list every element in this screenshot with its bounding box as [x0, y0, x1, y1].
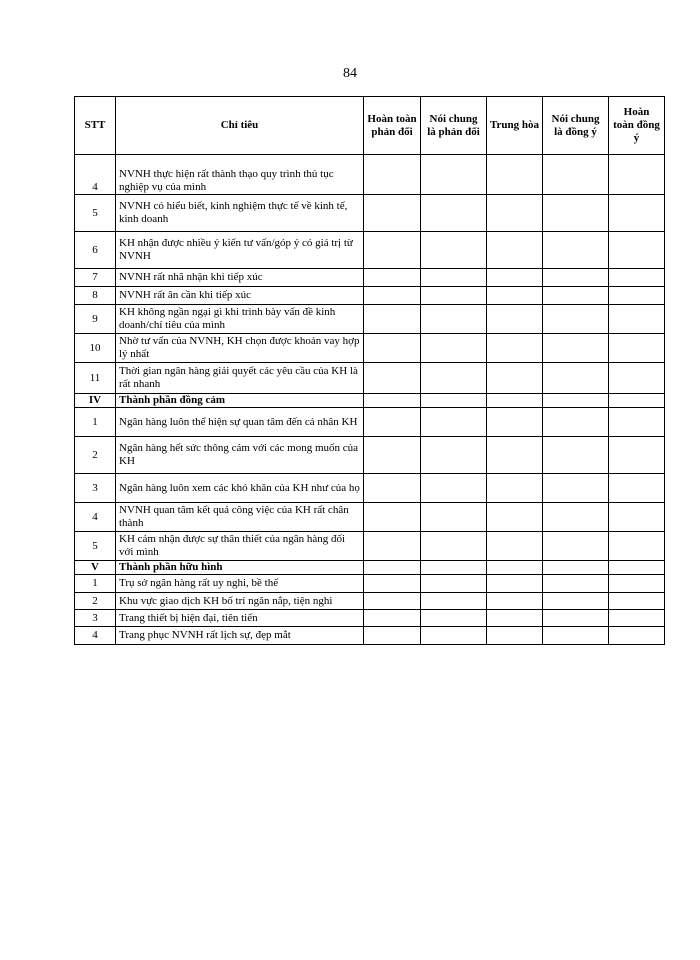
rating-cell[interactable] — [487, 232, 543, 269]
rating-cell[interactable] — [421, 474, 487, 503]
table-row — [75, 287, 665, 305]
rating-cell[interactable] — [487, 532, 543, 561]
row-stt: 2 — [75, 437, 116, 474]
header-content: Chỉ tiêu — [116, 97, 364, 155]
row-criterion: NVNH quan tâm kết quả công việc của KH rất chân thành — [116, 503, 364, 532]
row-criterion: Ngân hàng luôn thể hiện sự quan tâm đến cá nhân KH — [116, 408, 364, 437]
rating-cell[interactable] — [487, 195, 543, 232]
rating-cell[interactable] — [364, 334, 421, 363]
rating-cell[interactable] — [364, 627, 421, 645]
header-strongly-disagree: Hoàn toàn phản đối — [364, 97, 421, 155]
rating-cell[interactable] — [543, 503, 609, 532]
row-criterion: KH không ngần ngại gì khi trình bày vấn đề kinh doanh/chỉ tiêu của mình — [116, 305, 364, 334]
rating-cell[interactable] — [543, 408, 609, 437]
table-row — [75, 334, 665, 363]
rating-cell[interactable] — [421, 195, 487, 232]
rating-cell[interactable] — [609, 195, 665, 232]
rating-cell[interactable] — [364, 610, 421, 627]
table-row — [75, 593, 665, 610]
row-stt: 7 — [75, 269, 116, 287]
rating-cell[interactable] — [364, 155, 421, 195]
row-stt: 8 — [75, 287, 116, 305]
rating-cell[interactable] — [609, 334, 665, 363]
rating-cell[interactable] — [421, 155, 487, 195]
rating-cell[interactable] — [487, 627, 543, 645]
row-criterion: Ngân hàng hết sức thông cảm với các mong muốn của KH — [116, 437, 364, 474]
row-stt: 4 — [75, 503, 116, 532]
survey-table — [74, 96, 665, 645]
rating-cell[interactable] — [364, 305, 421, 334]
row-criterion: Nhờ tư vấn của NVNH, KH chọn được khoản vay hợp lý nhất — [116, 334, 364, 363]
rating-cell[interactable] — [487, 394, 543, 408]
rating-cell[interactable] — [543, 269, 609, 287]
rating-cell[interactable] — [543, 610, 609, 627]
rating-cell[interactable] — [364, 593, 421, 610]
rating-cell[interactable] — [421, 334, 487, 363]
row-stt: 4 — [75, 155, 116, 195]
rating-cell[interactable] — [609, 363, 665, 394]
rating-cell[interactable] — [609, 287, 665, 305]
rating-cell[interactable] — [609, 610, 665, 627]
row-criterion: Trang phục NVNH rất lịch sự, đẹp mắt — [116, 627, 364, 645]
row-stt: 2 — [75, 593, 116, 610]
row-stt: V — [75, 561, 116, 575]
rating-cell[interactable] — [487, 334, 543, 363]
rating-cell[interactable] — [543, 287, 609, 305]
header-strongly-agree: Hoàn toàn đồng ý — [609, 97, 665, 155]
rating-cell[interactable] — [543, 627, 609, 645]
rating-cell[interactable] — [543, 474, 609, 503]
rating-cell[interactable] — [543, 575, 609, 593]
rating-cell[interactable] — [487, 305, 543, 334]
rating-cell[interactable] — [421, 503, 487, 532]
rating-cell[interactable] — [364, 269, 421, 287]
table-row — [75, 532, 665, 561]
rating-cell[interactable] — [609, 408, 665, 437]
rating-cell[interactable] — [364, 394, 421, 408]
rating-cell[interactable] — [421, 408, 487, 437]
rating-cell[interactable] — [487, 575, 543, 593]
row-stt: 1 — [75, 408, 116, 437]
table-row — [75, 503, 665, 532]
row-criterion: KH cảm nhận được sự thân thiết của ngân hàng đối với mình — [116, 532, 364, 561]
rating-cell[interactable] — [609, 627, 665, 645]
rating-cell[interactable] — [421, 561, 487, 575]
rating-cell[interactable] — [487, 610, 543, 627]
rating-cell[interactable] — [543, 363, 609, 394]
row-criterion: NVNH rất nhã nhặn khi tiếp xúc — [116, 269, 364, 287]
rating-cell[interactable] — [364, 437, 421, 474]
row-criterion: Trang thiết bị hiện đại, tiên tiến — [116, 610, 364, 627]
rating-cell[interactable] — [364, 503, 421, 532]
rating-cell[interactable] — [609, 474, 665, 503]
section-row — [75, 561, 665, 575]
row-criterion: NVNH rất ân cần khi tiếp xúc — [116, 287, 364, 305]
row-stt: 5 — [75, 532, 116, 561]
row-stt: IV — [75, 394, 116, 408]
rating-cell[interactable] — [487, 155, 543, 195]
rating-cell[interactable] — [609, 561, 665, 575]
row-stt: 4 — [75, 627, 116, 645]
rating-cell[interactable] — [487, 269, 543, 287]
header-stt: STT — [75, 97, 116, 155]
section-title: Thành phần hữu hình — [116, 561, 364, 575]
section-title: Thành phần đồng cảm — [116, 394, 364, 408]
row-criterion: Khu vực giao dịch KH bố trí ngăn nắp, tiện nghi — [116, 593, 364, 610]
row-stt: 5 — [75, 195, 116, 232]
rating-cell[interactable] — [364, 195, 421, 232]
rating-cell[interactable] — [543, 305, 609, 334]
rating-cell[interactable] — [421, 532, 487, 561]
rating-cell[interactable] — [421, 363, 487, 394]
row-stt: 3 — [75, 474, 116, 503]
rating-cell[interactable] — [421, 437, 487, 474]
header-agree: Nói chung là đồng ý — [543, 97, 609, 155]
rating-cell[interactable] — [487, 561, 543, 575]
rating-cell[interactable] — [364, 561, 421, 575]
rating-cell[interactable] — [609, 394, 665, 408]
rating-cell[interactable] — [543, 437, 609, 474]
rating-cell[interactable] — [364, 474, 421, 503]
table-row — [75, 408, 665, 437]
rating-cell[interactable] — [421, 627, 487, 645]
rating-cell[interactable] — [487, 503, 543, 532]
rating-cell[interactable] — [421, 287, 487, 305]
row-stt: 11 — [75, 363, 116, 394]
row-criterion: Ngân hàng luôn xem các khó khăn của KH như của họ — [116, 474, 364, 503]
rating-cell[interactable] — [609, 532, 665, 561]
rating-cell[interactable] — [609, 155, 665, 195]
table-row — [75, 232, 665, 269]
rating-cell[interactable] — [609, 269, 665, 287]
table-row — [75, 627, 665, 645]
rating-cell[interactable] — [421, 232, 487, 269]
rating-cell[interactable] — [487, 363, 543, 394]
rating-cell[interactable] — [487, 593, 543, 610]
row-criterion: Thời gian ngân hàng giải quyết các yêu cầu của KH là rất nhanh — [116, 363, 364, 394]
table-row — [75, 155, 665, 195]
rating-cell[interactable] — [543, 532, 609, 561]
rating-cell[interactable] — [543, 155, 609, 195]
row-criterion: NVNH có hiểu biết, kinh nghiệm thực tế về kinh tế, kinh doanh — [116, 195, 364, 232]
rating-cell[interactable] — [421, 305, 487, 334]
rating-cell[interactable] — [543, 394, 609, 408]
header-disagree: Nói chung là phản đối — [421, 97, 487, 155]
rating-cell[interactable] — [487, 408, 543, 437]
rating-cell[interactable] — [487, 437, 543, 474]
row-criterion: Trụ sở ngân hàng rất uy nghi, bề thế — [116, 575, 364, 593]
rating-cell[interactable] — [421, 269, 487, 287]
header-neutral: Trung hòa — [487, 97, 543, 155]
header-row — [75, 97, 665, 155]
row-stt: 1 — [75, 575, 116, 593]
rating-cell[interactable] — [421, 593, 487, 610]
table-row — [75, 575, 665, 593]
rating-cell[interactable] — [487, 474, 543, 503]
table-body — [75, 155, 665, 645]
table-row — [75, 610, 665, 627]
rating-cell[interactable] — [364, 532, 421, 561]
table-row — [75, 363, 665, 394]
rating-cell[interactable] — [543, 232, 609, 269]
rating-cell[interactable] — [364, 363, 421, 394]
rating-cell[interactable] — [421, 575, 487, 593]
table-row — [75, 269, 665, 287]
rating-cell[interactable] — [609, 437, 665, 474]
rating-cell[interactable] — [609, 305, 665, 334]
rating-cell[interactable] — [421, 610, 487, 627]
page-number: 84 — [343, 66, 357, 81]
row-criterion: KH nhận được nhiều ý kiến tư vấn/góp ý có giá trị từ NVNH — [116, 232, 364, 269]
table-row — [75, 195, 665, 232]
rating-cell[interactable] — [609, 575, 665, 593]
row-stt: 9 — [75, 305, 116, 334]
table-row — [75, 437, 665, 474]
rating-cell[interactable] — [543, 195, 609, 232]
row-criterion: NVNH thực hiện rất thành thạo quy trình thủ tục nghiệp vụ của mình — [116, 155, 364, 195]
rating-cell[interactable] — [609, 593, 665, 610]
table-row — [75, 305, 665, 334]
rating-cell[interactable] — [421, 394, 487, 408]
row-stt: 3 — [75, 610, 116, 627]
row-stt: 10 — [75, 334, 116, 363]
rating-cell[interactable] — [543, 334, 609, 363]
rating-cell[interactable] — [364, 287, 421, 305]
rating-cell[interactable] — [364, 408, 421, 437]
rating-cell[interactable] — [543, 561, 609, 575]
rating-cell[interactable] — [609, 503, 665, 532]
rating-cell[interactable] — [609, 232, 665, 269]
rating-cell[interactable] — [543, 593, 609, 610]
table-row — [75, 474, 665, 503]
rating-cell[interactable] — [364, 232, 421, 269]
rating-cell[interactable] — [364, 575, 421, 593]
row-stt: 6 — [75, 232, 116, 269]
section-row — [75, 394, 665, 408]
rating-cell[interactable] — [487, 287, 543, 305]
